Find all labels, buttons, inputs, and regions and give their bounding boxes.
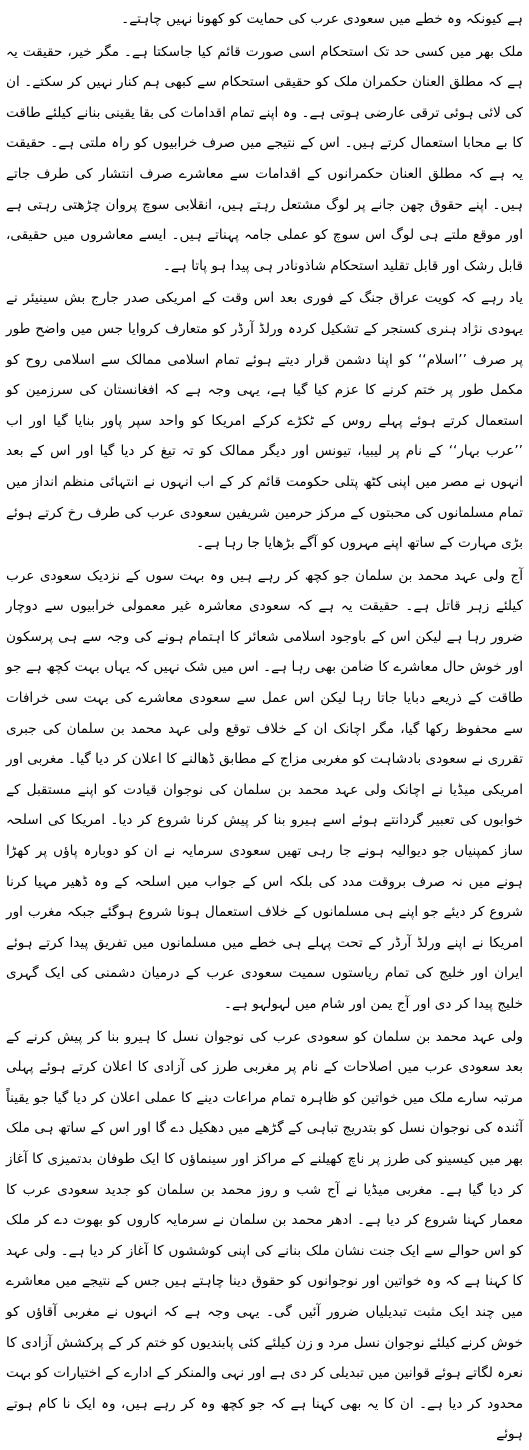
article-paragraph-1: ہے کیونکہ وہ خطے میں سعودی عرب کی حمایت کو کھونا نہیں چاہتے۔: [121, 11, 523, 27]
article-paragraph-2: ملک بھر میں کسی حد تک استحکام اسی صورت قائم کیا جاسکتا ہے۔ مگر خیر، حقیقت یہ ہے کہ مطلق العنان حکمران ملک کو حقیقی استحکام سے کبھی ہم کنار نہیں کر سکتے۔ ان کی لائی ہوئی ترقی عارضی ہوتی ہے۔ وہ اپنے تمام اقدامات کی بقا یقینی بنانے کیلئے طاقت کا بے محابا استعمال کرتے ہیں۔ اس کے نتیجے میں صرف خرابیوں کو راہ ملتی ہے۔ حقیقت یہ ہے کہ مطلق العنان حکمرانوں کے اقدامات سے معاشرے صرف انتشار کی طرف جاتے ہیں۔ اپنے حقوق چھن جانے پر لوگ مشتعل رہتے ہیں، انقلابی سوچ پروان چڑھتی رہتی ہے اور موقع ملتے ہی لوگ اس سوچ کو عملی جامہ پہناتے ہیں۔ ایسے معاشروں میں حقیقی، قابل رشک اور قابل تقلید استحکام شاذونادر ہی پیدا ہو پاتا ہے۔: [6, 43, 523, 274]
article-paragraph-5: ولی عہد محمد بن سلمان کو سعودی عرب کی نوجوان نسل کا ہیرو بنا کر پیش کرنے کے بعد سعودی عرب میں اصلاحات کے نام پر مغربی طرز کی آزادی کا اعلان کرتے ہوئے پہلی مرتبہ سارے ملک میں خواتین کو ظاہرہ تمام مراعات دینے کا عملی اعلان کر دیا گیا جو یقیناً آئندہ کی نوجوان نسل کو بتدریج تباہی کے گڑھے میں دھکیل دے گا اور اس کے ساتھ ہی ملک بھر میں کیسینو کی طرز پر ناچ کھیلنے کے مراکز اور سینماؤں کا ایک طوفان بدتمیزی کا آغاز کر دیا گیا ہے۔ مغربی میڈیا نے آج شب و روز محمد بن سلمان کو جدید سعودی عرب کا معمار کہنا شروع کر دیا ہے۔ ادھر محمد بن سلمان نے سرمایہ کاروں کو بھوت دے کر ملک کو اس حوالے سے ایک جنت نشان ملک بنانے کی اپنی کوششوں کا آغاز کر دیا ہے۔ ولی عہد کا کہنا ہے کہ وہ خواتین اور نوجوانوں کو حقوق دینا چاہتے ہیں جس کے نتیجے میں معاشرے میں چند ایک مثبت تبدیلیاں ضرور آئیں گی۔ یہی وجہ ہے کہ انہوں نے مغربی آقاؤں کو خوش کرنے کیلئے نوجوان نسل مرد و زن کیلئے کئی پابندیوں کو ختم کر کے پرکشش آزادی کا نعرہ لگاتے ہوئے قوانین میں تبدیلی کر دی ہے اور نہی والمنکر کے ادارے کے اختیارات کو بہت محدود کر دیا ہے۔ ان کا یہ بھی کہنا ہے کہ جو کچھ وہ کر رہے ہیں، وہ ایک نا کام ہوتے ہوئے: [6, 1028, 523, 1443]
article-paragraph-3: یاد رہے کہ کویت عراق جنگ کے فوری بعد اس وقت کے امریکی صدر جارج بش سینیئر نے یہودی نژاد ہنری کسنجر کے تشکیل کردہ ورلڈ آرڈر کو متعارف کروایا جس میں واضح طور پر صرف ’’اسلام‘‘ کو اپنا دشمن قرار دیتے ہوئے تمام اسلامی ممالک سے اسلامی روح کو مکمل طور پر ختم کرنے کا عزم کیا گیا ہے، یہی وجہ ہے کہ افغانستان کی سرزمین کو استعمال کرتے ہوئے پہلے روس کے ٹکڑے کرکے امریکا کو واحد سپر پاور بنایا گیا اور اب ’’عرب بہار‘‘ کے نام پر لیبیا، تیونس اور دیگر ممالک کو تہ تیغ کر دیا گیا اور اس کے بعد انہوں نے مصر میں اپنی کٹھ پتلی حکومت قائم کر کے اب انہوں نے انتہائی منظم انداز میں تمام مسلمانوں کی محبتوں کے مرکز حرمین شریفین سعودی عرب کی طرف رخ کرتے ہوئے بڑی مہارت کے ساتھ اپنے مہروں کو آگے بڑھایا جا رہا ہے۔: [6, 290, 523, 552]
article-paragraph-4: آج ولی عہد محمد بن سلمان جو کچھ کر رہے ہیں وہ بہت سوں کے نزدیک سعودی عرب کیلئے زہر قاتل ہے۔ حقیقت یہ ہے کہ سعودی معاشرہ غیر معمولی خرابیوں سے دوچار ضرور رہا ہے لیکن اس کے باوجود اسلامی شعائر کا اہتمام ہونے کی وجہ سے ہی پرسکون اور خوش حال معاشرے کا ضامن بھی رہا ہے۔ اس میں شک نہیں کہ یہاں بہت کچھ ہے جو طاقت کے ذریعے دبایا جاتا رہا لیکن اس عمل سے سعودی معاشرے کی بہت سی خرافات سے محفوظ رکھا گیا، مگر اچانک ان کے خلاف توقع ولی عہد محمد بن سلمان کی جبری تقرری نے سعودی بادشاہت کو مغربی مزاج کے مطابق ڈھالنے کا اعلان کر دیا گیا۔ مغربی اور امریکی میڈیا نے اچانک ولی عہد محمد بن سلمان کی نوجوان قیادت کو اپنے مستقبل کے خوابوں کی تعبیر گردانتے ہوئے اسے ہیرو بنا کر پیش کرنا شروع کر دیا۔ امریکا کی اسلحہ ساز کمپنیاں جو دیوالیہ ہونے جا رہی تھیں سعودی سرمایہ نے ان کو دوبارہ پاؤں پر کھڑا ہونے میں نہ صرف بروقت مدد کی بلکہ اس کے جواب میں اسلحہ کے وہ ڈھیر مہیا کرنا شروع کر دیئے جو اپنے ہی مسلمانوں کے خلاف استعمال ہونا شروع ہوگئے جبکہ مغرب اور امریکا نے اپنے ورلڈ آرڈر کے تحت پہلے ہی خطے میں مسلمانوں میں تفریق پیدا کرتے ہوئے ایران اور خلیج کی تمام ریاستوں سمیت سعودی عرب کے درمیان دشمنی کی ایک گہری خلیج پیدا کر دی اور آج یمن اور شام میں لہولہو ہے۔: [6, 567, 523, 1012]
